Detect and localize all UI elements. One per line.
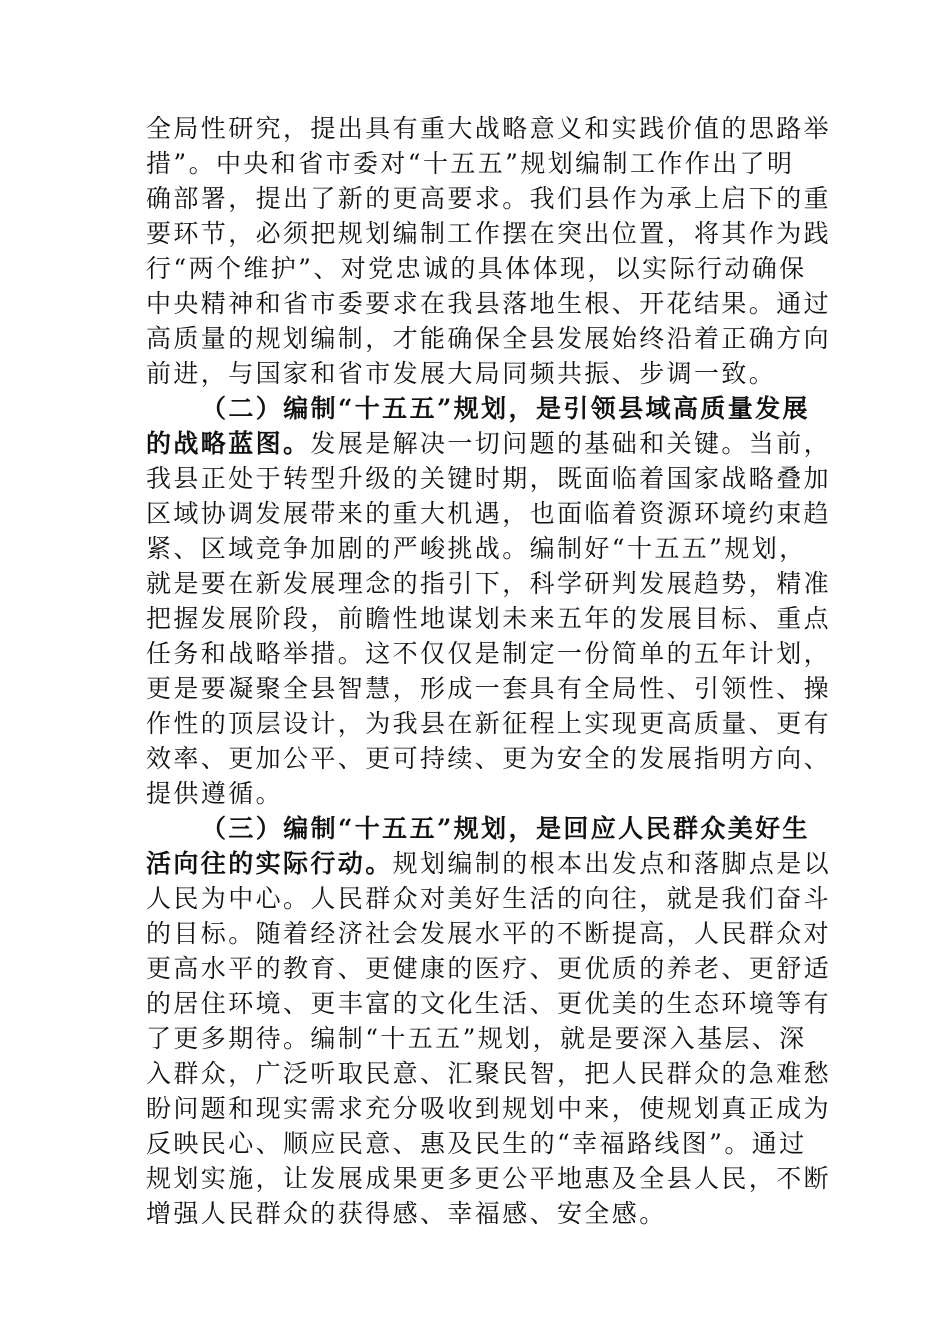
- text-line: [146, 1056, 832, 1091]
- bold-heading-text: （二）编制“十五五”规划，是引领县域高质量发展: [201, 394, 810, 423]
- document-body: [146, 111, 832, 1231]
- body-text: 区域协调发展带来的重大机遇，也面临着资源环境约束趋: [146, 499, 832, 528]
- body-text: 了更多期待。编制“十五五”规划，就是要深入基层、深: [146, 1024, 807, 1053]
- text-line: [146, 1021, 826, 1056]
- body-text: 紧、区域竞争加剧的严峻挑战。编制好“十五五”规划，: [146, 534, 807, 563]
- body-text: 要环节，必须把规划编制工作摆在突出位置，将其作为践: [146, 219, 832, 248]
- text-line: [146, 881, 832, 916]
- text-line: [146, 1126, 826, 1161]
- body-text: 入群众，广泛听取民意、汇聚民智，把人民群众的急难愁: [146, 1059, 832, 1088]
- body-text: 发展是解决一切问题的基础和关键。当前，: [310, 429, 832, 458]
- text-line: [146, 986, 832, 1021]
- text-line: [146, 321, 832, 356]
- text-line: [146, 251, 826, 286]
- text-line: [146, 426, 832, 461]
- body-text: 前进，与国家和省市发展大局同频共振、步调一致。: [146, 359, 777, 388]
- text-line: [146, 111, 832, 146]
- body-text: 把握发展阶段，前瞻性地谋划未来五年的发展目标、重点: [146, 604, 832, 633]
- text-line: [146, 741, 832, 776]
- body-text: 措”。中央和省市委对“十五五”规划编制工作作出了明: [146, 149, 795, 178]
- text-line: [146, 951, 832, 986]
- text-line: [146, 461, 832, 496]
- text-line: [146, 601, 832, 636]
- body-text: 盼问题和现实需求充分吸收到规划中来，使规划真正成为: [146, 1094, 832, 1123]
- body-text: 更高水平的教育、更健康的医疗、更优质的养老、更舒适: [146, 954, 832, 983]
- text-line: [146, 1161, 832, 1196]
- body-text: 反映民心、顺应民意、惠及民生的“幸福路线图”。通过: [146, 1129, 807, 1158]
- bold-heading-text: 的战略蓝图。: [146, 429, 311, 458]
- text-line: [146, 531, 826, 566]
- body-text: 全局性研究，提出具有重大战略意义和实践价值的思路举: [146, 114, 832, 143]
- body-text: 增强人民群众的获得感、幸福感、安全感。: [146, 1199, 667, 1228]
- text-line: [146, 846, 832, 881]
- text-line: [146, 916, 832, 951]
- body-text: 任务和战略举措。这不仅仅是制定一份简单的五年计划，: [146, 639, 832, 668]
- body-text: 的目标。随着经济社会发展水平的不断提高，人民群众对: [146, 919, 832, 948]
- body-text: 就是要在新发展理念的指引下，科学研判发展趋势，精准: [146, 569, 832, 598]
- body-text: 确部署，提出了新的更高要求。我们县作为承上启下的重: [146, 184, 832, 213]
- body-text: 我县正处于转型升级的关键时期，既面临着国家战略叠加: [146, 464, 832, 493]
- body-text: 中央精神和省市委要求在我县落地生根、开花结果。通过: [146, 289, 832, 318]
- body-text: 行“两个维护”、对党忠诚的具体体现，以实际行动确保: [146, 254, 807, 283]
- body-text: 高质量的规划编制，才能确保全县发展始终沿着正确方向: [146, 324, 832, 353]
- text-line: [146, 356, 826, 391]
- text-line: [146, 566, 832, 601]
- body-text: 作性的顶层设计，为我县在新征程上实现更高质量、更有: [146, 709, 832, 738]
- body-text: 人民为中心。人民群众对美好生活的向往，就是我们奋斗: [146, 884, 832, 913]
- paragraph: [146, 811, 832, 1231]
- paragraph: [146, 391, 832, 811]
- body-text: 效率、更加公平、更可持续、更为安全的发展指明方向、: [146, 744, 832, 773]
- text-line: [146, 286, 832, 321]
- text-line: [146, 706, 832, 741]
- text-line: [146, 146, 826, 181]
- text-line: [146, 811, 826, 846]
- text-line: [146, 636, 832, 671]
- text-line: [146, 671, 832, 706]
- text-line: [146, 776, 826, 811]
- bold-heading-text: 活向往的实际行动。: [146, 849, 393, 878]
- bold-heading-text: （三）编制“十五五”规划，是回应人民群众美好生: [201, 814, 810, 843]
- body-text: 更是要凝聚全县智慧，形成一套具有全局性、引领性、操: [146, 674, 832, 703]
- text-line: [146, 496, 832, 531]
- body-text: 提供遵循。: [146, 779, 284, 808]
- paragraph: [146, 111, 832, 391]
- text-line: [146, 1091, 832, 1126]
- text-line: [146, 391, 826, 426]
- text-line: [146, 1196, 826, 1231]
- body-text: 规划编制的根本出发点和落脚点是以: [392, 849, 832, 878]
- text-line: [146, 216, 832, 251]
- body-text: 规划实施，让发展成果更多更公平地惠及全县人民，不断: [146, 1164, 832, 1193]
- body-text: 的居住环境、更丰富的文化生活、更优美的生态环境等有: [146, 989, 832, 1018]
- text-line: [146, 181, 832, 216]
